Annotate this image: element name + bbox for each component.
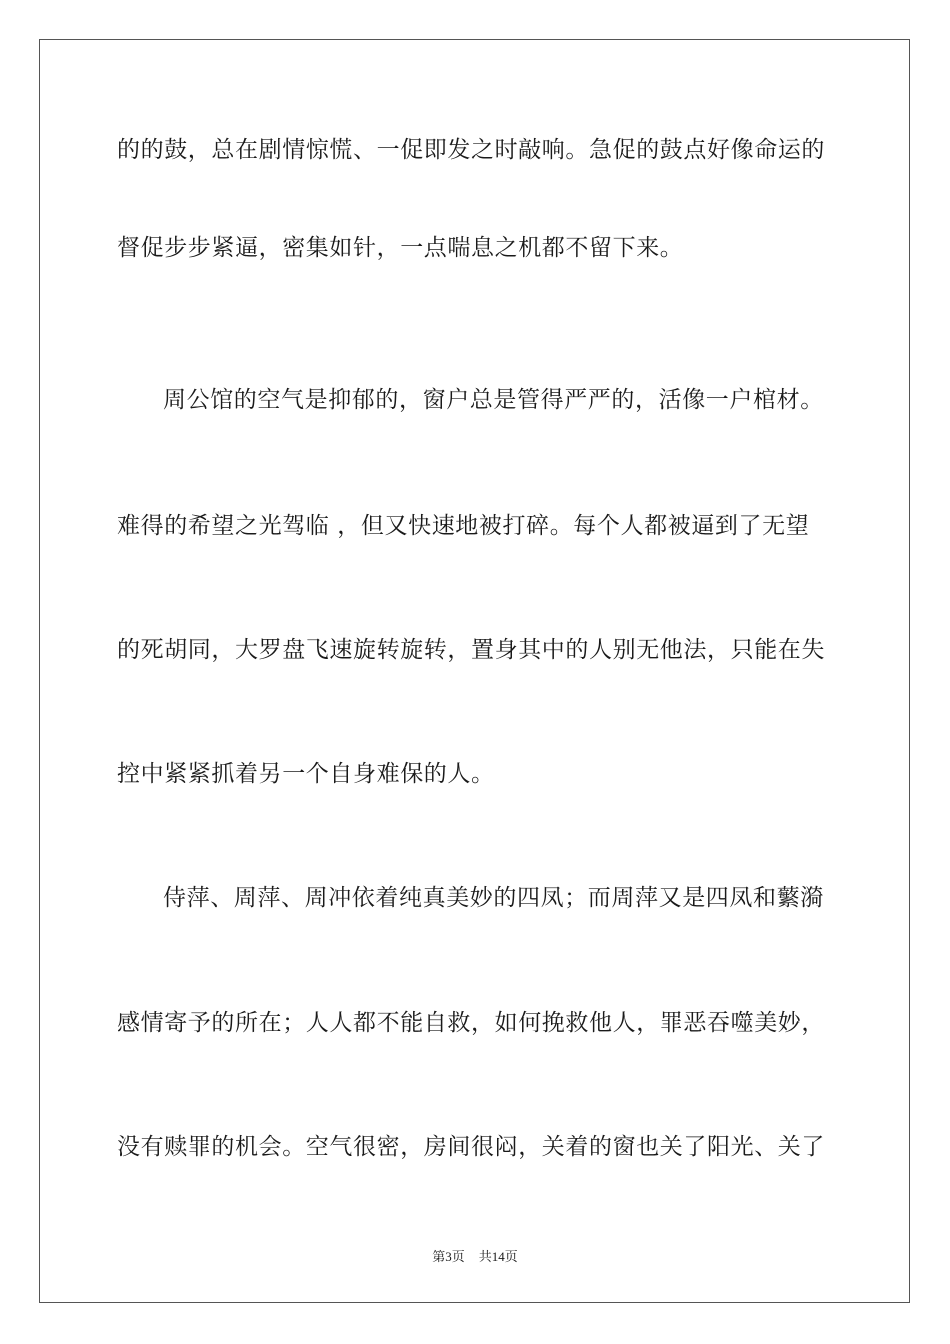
body-text-line: 控中紧紧抓着另一个自身难保的人。 (117, 761, 495, 787)
body-text-line: 感情寄予的所在；人人都不能自救，如何挽救他人，罪恶吞噬美妙， (117, 1010, 825, 1036)
paragraph-first-line: 周公馆的空气是抑郁的，窗户总是管得严严的，活像一户棺材。 (163, 387, 824, 413)
page-number: 第3页 (432, 1249, 465, 1264)
body-text-line: 难得的希望之光驾临 ，但又快速地被打碎。每个人都被逼到了无望 (117, 513, 810, 539)
page-total: 共14页 (478, 1249, 518, 1264)
page-footer (0, 1248, 950, 1266)
body-text-line: 的死胡同，大罗盘飞速旋转旋转，置身其中的人别无他法，只能在失 (117, 637, 825, 663)
body-text-line: 没有赎罪的机会。空气很密，房间很闷，关着的窗也关了阳光、关了 (117, 1134, 825, 1160)
body-text-line: 的的鼓，总在剧情惊慌、一促即发之时敲响。急促的鼓点好像命运的 (117, 137, 825, 163)
page-border (39, 39, 910, 1303)
paragraph-first-line: 侍萍、周萍、周冲依着纯真美妙的四凤；而周萍又是四凤和蘩漪 (163, 885, 824, 911)
body-text-line: 督促步步紧逼，密集如针，一点喘息之机都不留下来。 (117, 235, 684, 261)
